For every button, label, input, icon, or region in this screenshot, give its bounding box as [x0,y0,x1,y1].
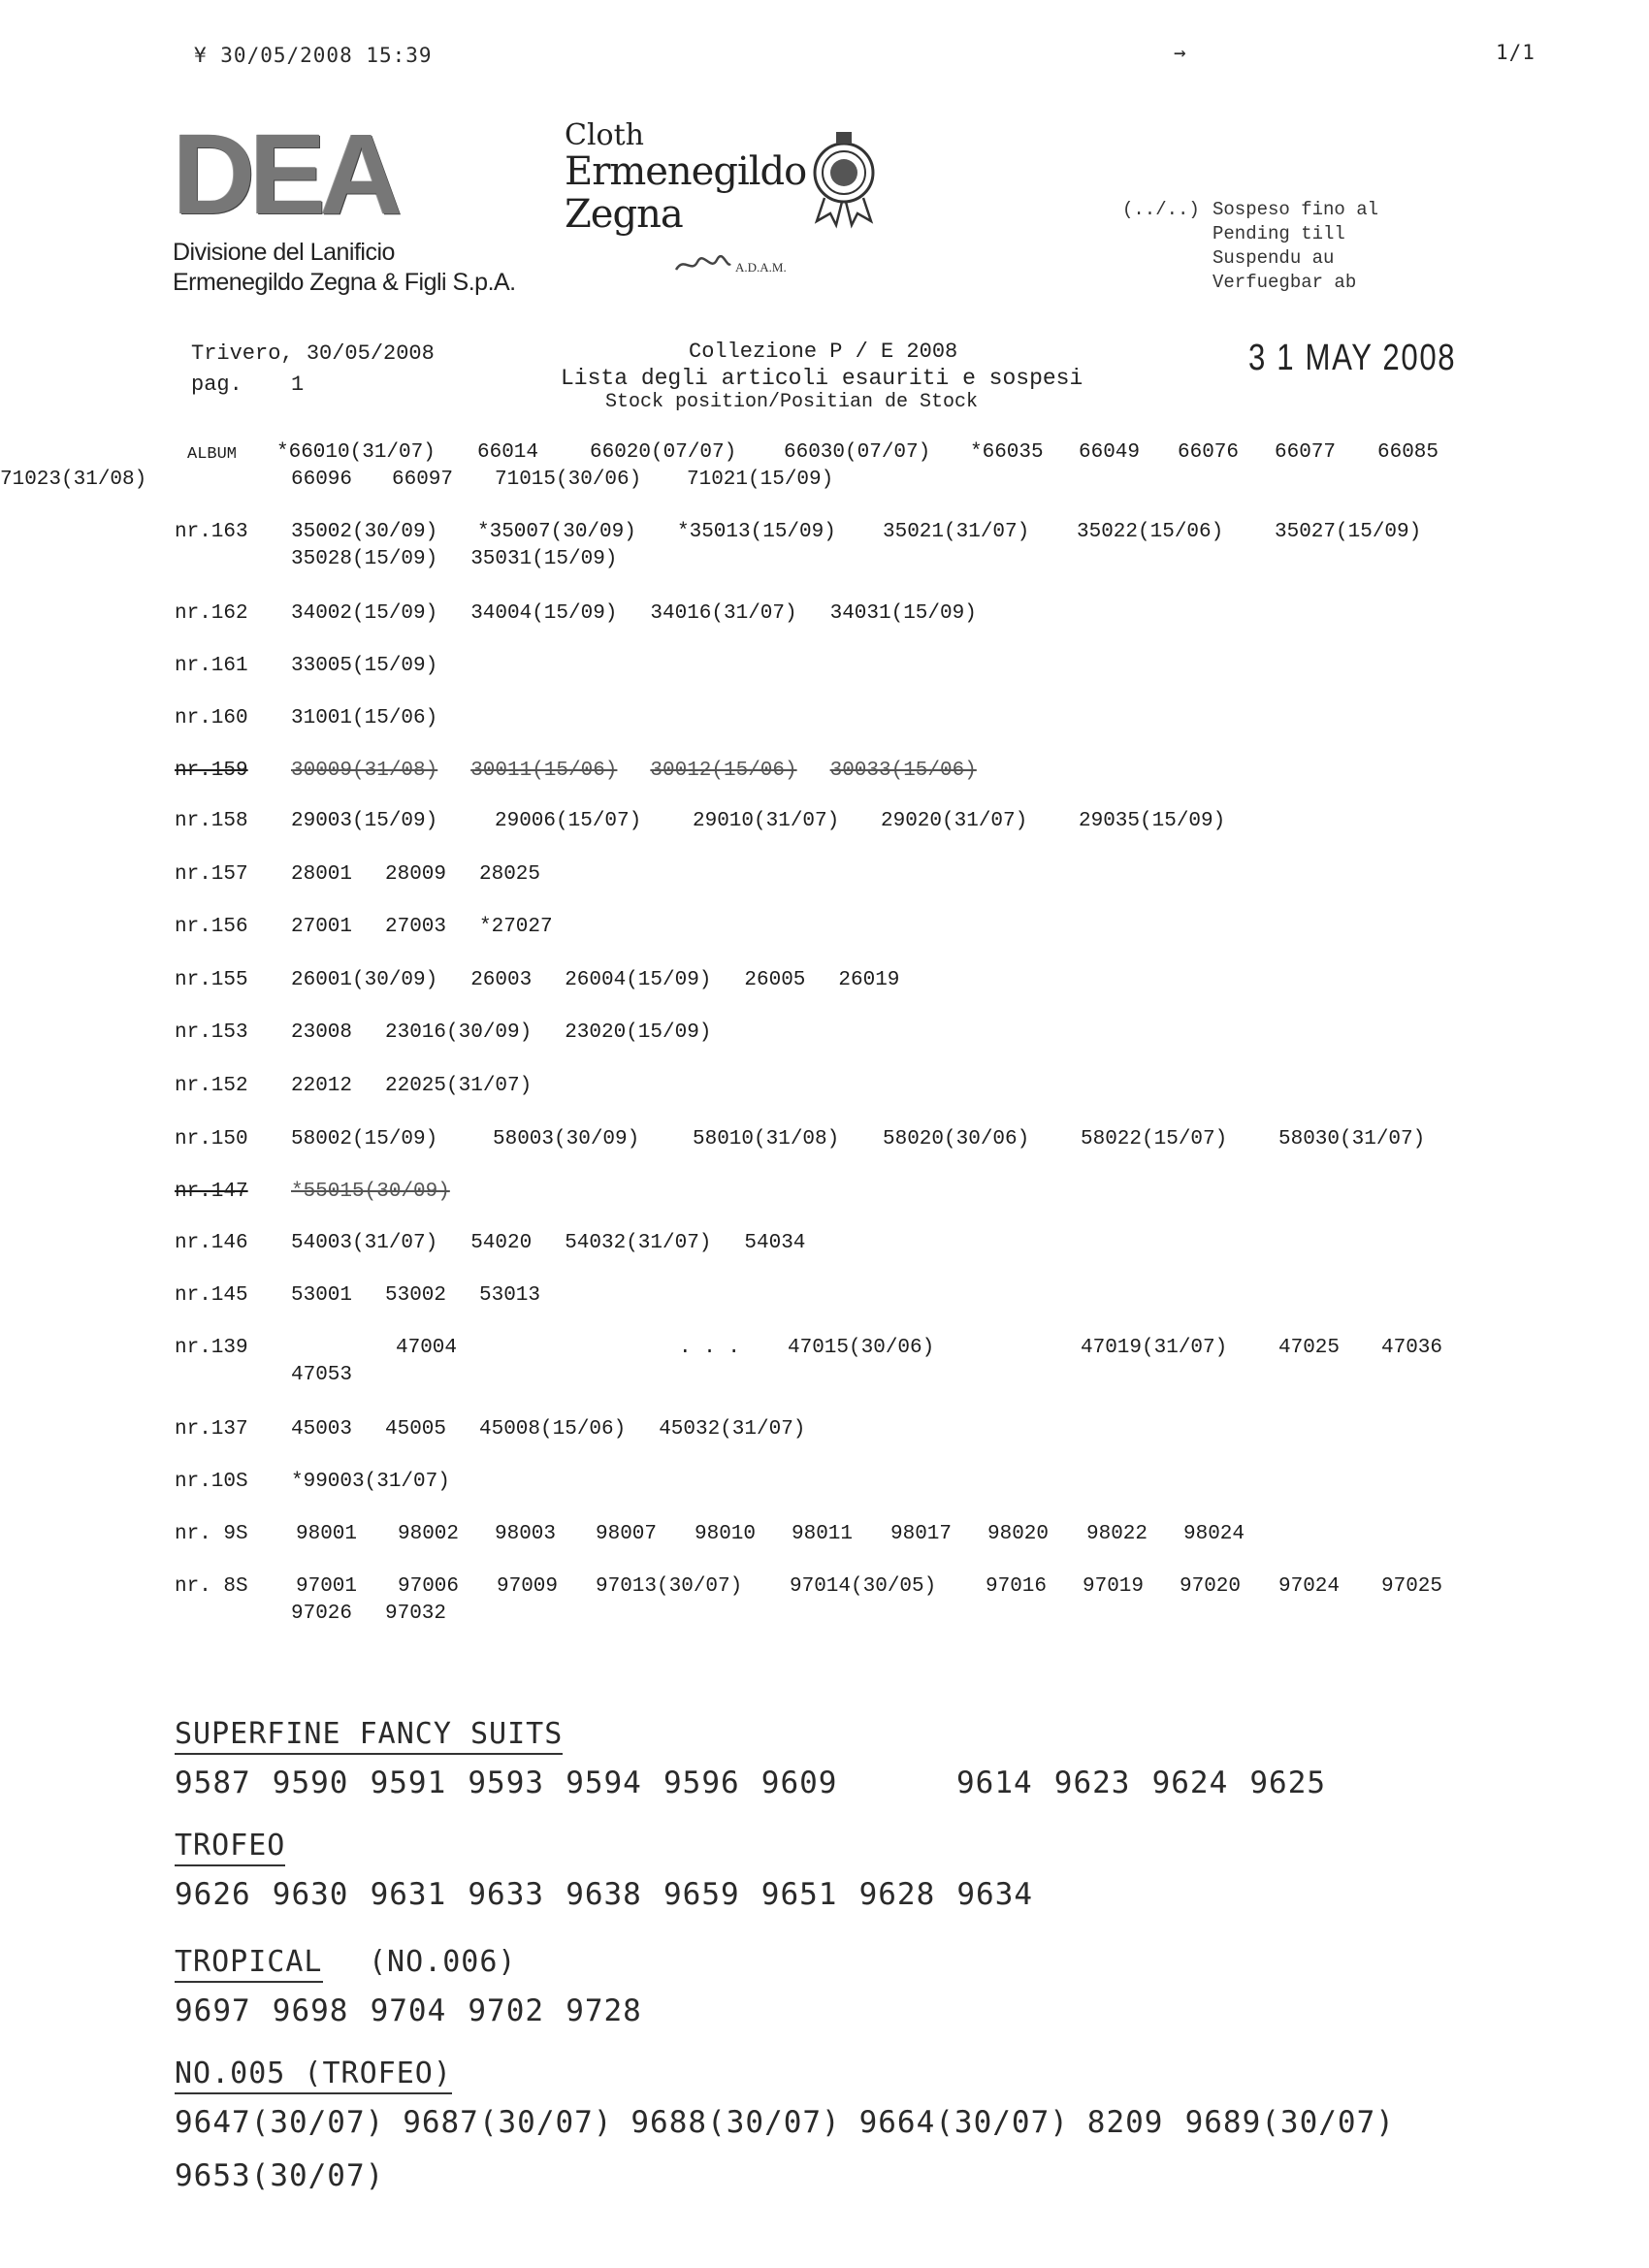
article-code: 98007 [596,1523,658,1545]
division-line-1: Divisione del Lanificio [173,239,395,266]
article-code: 98024 [1183,1523,1245,1545]
article-code: 35022(15/06) [1077,521,1224,543]
row-label: ALBUM [187,445,238,464]
typed-article-code: 9628 [858,1877,936,1912]
article-code: 34002(15/09) [291,602,438,625]
article-code: 54003(31/07) [291,1232,438,1254]
article-code: 97006 [398,1575,460,1598]
article-code: 53001 [291,1284,353,1307]
article-code: *55015(30/09) [291,1181,450,1203]
article-code: 98002 [398,1523,460,1545]
article-code: 98022 [1086,1523,1148,1545]
typed-article-code: 9614 [956,1766,1033,1800]
article-code: 26005 [744,969,806,991]
legend-marker: (../..) [1122,199,1200,220]
article-code: 34004(15/09) [470,602,618,625]
row-label: nr.152 [175,1075,248,1097]
article-code: 47025 [1278,1337,1341,1359]
article-code: 29035(15/09) [1079,810,1226,832]
article-code: 34016(31/07) [650,602,797,625]
legend-lines [1212,198,1378,295]
article-code: 45003 [291,1418,353,1441]
row-label: nr.160 [175,707,248,729]
typed-article-code: 9689(30/07) [1184,2105,1395,2140]
article-code: 53002 [385,1284,447,1307]
typed-article-code: 9634 [956,1877,1034,1912]
typed-article-code: 9653(30/07) [175,2158,385,2193]
article-code: 66020(07/07) [590,441,737,464]
article-code: 97016 [986,1575,1048,1598]
article-code: 66097 [392,469,454,491]
legend-line: Suspendu au [1212,247,1335,269]
dea-logo: DEA [173,111,398,239]
article-code: *27027 [479,916,553,938]
row-label: nr.159 [175,760,248,782]
article-code: 58020(30/06) [883,1128,1030,1150]
row-label: nr.157 [175,863,248,886]
article-code: 97020 [1180,1575,1242,1598]
article-code: 47019(31/07) [1081,1337,1228,1359]
article-code: 26003 [470,969,533,991]
brand-zegna: Zegna [565,192,683,237]
article-code: . . . [679,1337,741,1359]
brand-ermenegildo: Ermenegildo [565,149,807,194]
article-code: 23016(30/09) [385,1021,533,1044]
article-code: 98003 [495,1523,557,1545]
article-code: 98001 [296,1523,358,1545]
section-title: SUPERFINE FANCY SUITS [175,1717,563,1755]
typed-article-code: 9625 [1249,1766,1327,1800]
article-code: 97026 [291,1603,353,1625]
article-code: 98011 [792,1523,854,1545]
collection-title: Collezione P / E 2008 [689,340,958,364]
article-code: 58030(31/07) [1278,1128,1426,1150]
zegna-crest-icon [805,124,883,235]
list-subtitle: Stock position/Positian de Stock [605,391,979,413]
typed-article-code: 9698 [272,1993,349,2028]
page-number: 1 [291,373,305,397]
typed-article-code: 9587 [175,1766,251,1800]
article-code: 26001(30/09) [291,969,438,991]
row-label: nr.145 [175,1284,248,1307]
row-label: nr.155 [175,969,248,991]
article-code: 47036 [1381,1337,1443,1359]
typed-article-code: 9631 [370,1877,447,1912]
typed-article-code: 9623 [1053,1766,1131,1800]
article-code: 66049 [1079,441,1141,464]
article-code: *66010(31/07) [276,441,436,464]
row-label: nr.147 [175,1181,248,1203]
article-code: 35031(15/09) [470,548,618,570]
article-code: 98017 [890,1523,953,1545]
typed-article-code: 9591 [370,1766,447,1800]
article-code: 47004 [396,1337,458,1359]
article-code: *35007(30/09) [477,521,636,543]
list-title: Lista degli articoli esauriti e sospesi [561,366,1083,391]
typed-article-code: 9593 [468,1766,545,1800]
row-label: nr.156 [175,916,248,938]
article-code: 66014 [477,441,539,464]
typed-article-code: 9688(30/07) [630,2105,841,2140]
division-line-2: Ermenegildo Zegna & Figli S.p.A. [173,269,516,296]
article-code: 30033(15/06) [829,760,977,782]
brand-adam: A.D.A.M. [735,260,787,275]
article-code: 27003 [385,916,447,938]
article-code: 22025(31/07) [385,1075,533,1097]
article-code: 58002(15/09) [291,1128,438,1150]
typed-article-code: 9638 [566,1877,642,1912]
row-label: nr.161 [175,655,248,677]
article-code: 58022(15/07) [1081,1128,1228,1150]
fax-timestamp: ¥ 30/05/2008 15:39 [194,44,433,67]
section-title-extra: (NO.006) [369,1945,517,1979]
article-code: 66096 [291,469,353,491]
article-code: 29010(31/07) [693,810,840,832]
section-title: NO.005 (TROFEO) [175,2057,452,2094]
typed-article-code: 9633 [468,1877,545,1912]
row-label: nr.150 [175,1128,248,1150]
adam-signature-icon [674,254,732,279]
article-code: 58010(31/08) [693,1128,840,1150]
article-code: *35013(15/09) [677,521,836,543]
article-code: 53013 [479,1284,541,1307]
article-code: 35002(30/09) [291,521,438,543]
typed-article-code: 9594 [566,1766,642,1800]
typed-article-code: 9697 [175,1993,251,2028]
article-code: 23020(15/09) [565,1021,712,1044]
row-label: nr.162 [175,602,248,625]
article-code: 97014(30/05) [790,1575,937,1598]
typed-article-code: 8209 [1086,2105,1164,2140]
article-code: 30011(15/06) [470,760,618,782]
typed-article-code: 9704 [370,1993,447,2028]
legend-line: Pending till [1212,223,1345,244]
article-code: 66030(07/07) [784,441,931,464]
article-code: 35027(15/09) [1275,521,1422,543]
legend-line: Verfuegbar ab [1212,272,1357,293]
article-code: 30012(15/06) [650,760,797,782]
typed-article-code: 9630 [272,1877,349,1912]
row-label: nr.137 [175,1418,248,1441]
typed-article-code: 9728 [566,1993,642,2028]
article-code: 54032(31/07) [565,1232,712,1254]
article-code: 23008 [291,1021,353,1044]
article-code: 66077 [1275,441,1337,464]
received-date-stamp: 3 1 MAY 2008 [1248,338,1457,378]
typed-article-code: 9596 [663,1766,740,1800]
row-label: nr. 9S [175,1523,248,1545]
page-label: pag. [191,373,242,397]
article-code: 31001(15/06) [291,707,438,729]
row-label: nr.158 [175,810,248,832]
article-code: 34031(15/09) [829,602,977,625]
row-label: nr.10S [175,1471,248,1493]
article-code: 29006(15/07) [495,810,642,832]
article-code: *66035 [970,441,1044,464]
typed-article-code: 9664(30/07) [858,2105,1069,2140]
article-code: 66085 [1377,441,1439,464]
article-code: 97032 [385,1603,447,1625]
typed-article-code: 9702 [468,1993,545,2028]
typed-article-code: 9659 [663,1877,740,1912]
article-code: 98010 [695,1523,757,1545]
legend-line: Sospeso fino al [1212,199,1379,220]
article-code: 97019 [1083,1575,1145,1598]
place-date: Trivero, 30/05/2008 [191,341,435,366]
fax-arrow-icon: → [1174,41,1187,64]
article-code: 30009(31/08) [291,760,438,782]
article-code: 35021(31/07) [883,521,1030,543]
article-code: 47053 [291,1364,353,1386]
article-code: 29003(15/09) [291,810,438,832]
typed-article-code: 9647(30/07) [175,2105,385,2140]
article-code: 35028(15/09) [291,548,438,570]
article-code: 45005 [385,1418,447,1441]
article-code: 22012 [291,1075,353,1097]
article-code: 98020 [987,1523,1050,1545]
row-label: nr. 8S [175,1575,248,1598]
article-code: 33005(15/09) [291,655,438,677]
article-code: 27001 [291,916,353,938]
article-code: 97025 [1381,1575,1443,1598]
article-code: 54034 [744,1232,806,1254]
article-code: 97013(30/07) [596,1575,743,1598]
typed-article-code: 9651 [760,1877,838,1912]
row-label: nr.153 [175,1021,248,1044]
article-code: 66076 [1178,441,1240,464]
article-code: 97001 [296,1575,358,1598]
article-code: 54020 [470,1232,533,1254]
fax-page-count: 1/1 [1496,41,1536,64]
section-title: TROFEO [175,1829,285,1866]
article-code: 26004(15/09) [565,969,712,991]
article-code: *99003(31/07) [291,1471,450,1493]
article-code: 28025 [479,863,541,886]
article-code: 45008(15/06) [479,1418,627,1441]
typed-article-code: 9687(30/07) [403,2105,613,2140]
article-code: 97024 [1278,1575,1341,1598]
article-code: 71015(30/06) [495,469,642,491]
row-label: nr.146 [175,1232,248,1254]
article-code: 71023(31/08) [0,469,147,491]
article-code: 45032(31/07) [659,1418,806,1441]
section-title: TROPICAL [175,1945,323,1983]
row-label: nr.139 [175,1337,248,1359]
article-code: 47015(30/06) [788,1337,935,1359]
article-code: 29020(31/07) [881,810,1028,832]
typed-article-code: 9624 [1151,1766,1229,1800]
article-code: 97009 [497,1575,559,1598]
article-code: 58003(30/09) [493,1128,640,1150]
article-code: 71021(15/09) [687,469,834,491]
typed-article-code: 9609 [760,1766,838,1800]
brand-cloth: Cloth [565,118,644,152]
article-code: 28009 [385,863,447,886]
typed-article-code: 9626 [175,1877,251,1912]
typed-article-code: 9590 [272,1766,349,1800]
article-code: 28001 [291,863,353,886]
article-code: 26019 [838,969,900,991]
row-label: nr.163 [175,521,248,543]
